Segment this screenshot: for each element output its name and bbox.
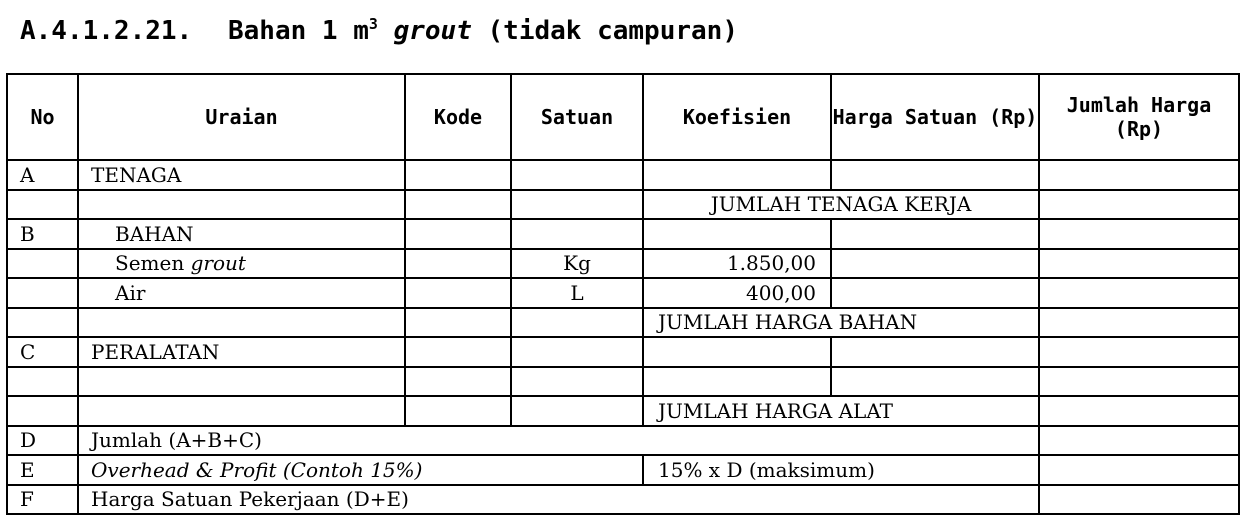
header-satuan: Satuan bbox=[511, 74, 643, 160]
header-kode: Kode bbox=[405, 74, 511, 160]
row-no-c: C bbox=[7, 337, 78, 367]
section-label-tenaga: TENAGA bbox=[78, 160, 405, 190]
total-label-alat: JUMLAH HARGA ALAT bbox=[643, 396, 1039, 426]
table-row bbox=[7, 278, 1239, 308]
item-unit-semen: Kg bbox=[511, 249, 643, 279]
header-harga-satuan: Harga Satuan (Rp) bbox=[831, 74, 1039, 160]
section-label-bahan: BAHAN bbox=[78, 219, 405, 249]
title-prefix: Bahan 1 m bbox=[228, 16, 369, 46]
table-row bbox=[7, 426, 1239, 456]
table-row bbox=[7, 190, 1239, 220]
section-heading bbox=[20, 4, 738, 44]
total-label-bahan: JUMLAH HARGA BAHAN bbox=[643, 308, 1039, 338]
table-row bbox=[7, 396, 1239, 426]
row-no-d: D bbox=[7, 426, 78, 456]
item-coefficient-air: 400,00 bbox=[643, 278, 831, 308]
total-label-tenaga: JUMLAH TENAGA KERJA bbox=[643, 190, 1039, 220]
row-label-overhead: Overhead & Profit (Contoh 15%) bbox=[78, 455, 643, 485]
title-superscript: 3 bbox=[368, 15, 378, 33]
header-jumlah-harga: Jumlah Harga (Rp) bbox=[1039, 74, 1239, 160]
section-number: A.4.1.2.21. bbox=[20, 16, 193, 46]
item-name-air: Air bbox=[78, 278, 405, 308]
row-no-b: B bbox=[7, 219, 78, 249]
row-no-a: A bbox=[7, 160, 78, 190]
table-header-row bbox=[7, 74, 1239, 160]
header-uraian: Uraian bbox=[78, 74, 405, 160]
table-row bbox=[7, 249, 1239, 279]
item-name-semen: Semen grout bbox=[78, 249, 405, 279]
overhead-formula: 15% x D (maksimum) bbox=[643, 455, 1039, 485]
row-no-e: E bbox=[7, 455, 78, 485]
item-coefficient-semen: 1.850,00 bbox=[643, 249, 831, 279]
item-unit-air: L bbox=[511, 278, 643, 308]
table-row bbox=[7, 485, 1239, 515]
title-suffix: (tidak campuran) bbox=[487, 16, 738, 46]
header-no: No bbox=[7, 74, 78, 160]
table-row bbox=[7, 308, 1239, 338]
table-row bbox=[7, 160, 1239, 190]
row-label-harga-satuan-pekerjaan: Harga Satuan Pekerjaan (D+E) bbox=[78, 485, 1039, 515]
section-label-peralatan: PERALATAN bbox=[78, 337, 405, 367]
table-row bbox=[7, 455, 1239, 485]
unit-price-table bbox=[6, 73, 1240, 515]
header-koefisien: Koefisien bbox=[643, 74, 831, 160]
table-row bbox=[7, 337, 1239, 367]
row-label-jumlah: Jumlah (A+B+C) bbox=[78, 426, 1039, 456]
table-row bbox=[7, 367, 1239, 397]
row-no-f: F bbox=[7, 485, 78, 515]
table-row bbox=[7, 219, 1239, 249]
title-italic: grout bbox=[393, 16, 472, 46]
